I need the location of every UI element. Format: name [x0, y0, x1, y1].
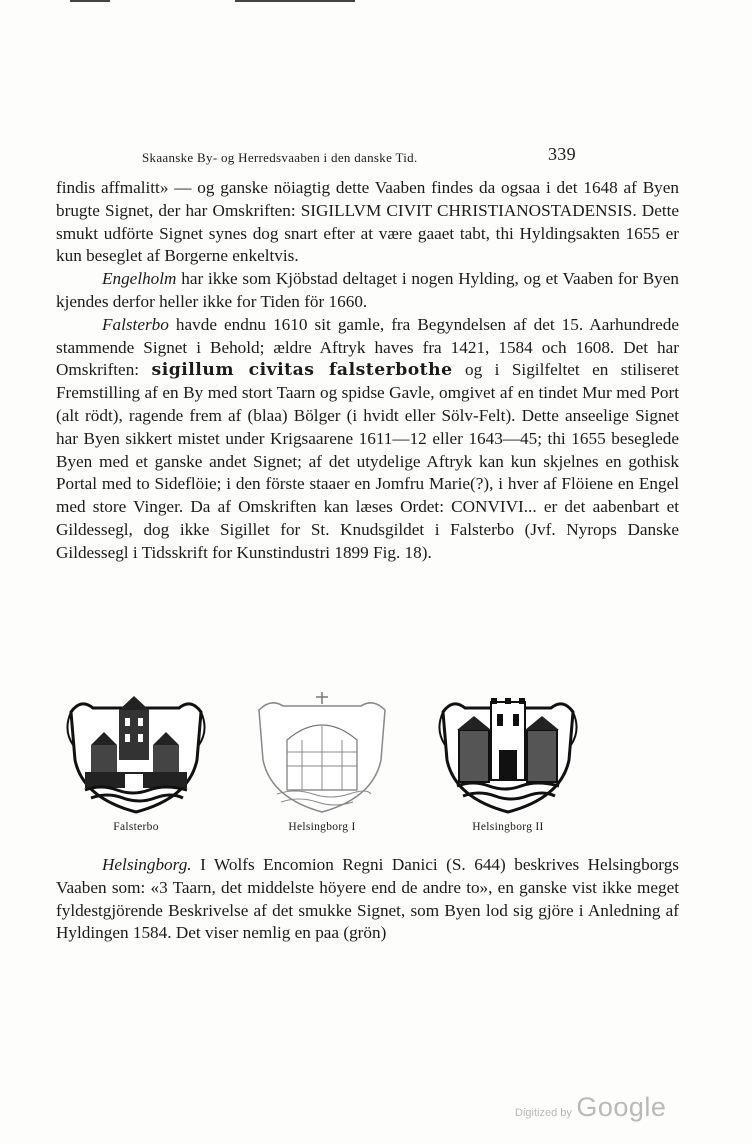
figure-helsingborg-2	[428, 690, 588, 833]
figure-caption: Falsterbo	[113, 821, 159, 833]
paragraph	[56, 268, 679, 314]
helsingborg-1-seal-image	[247, 690, 397, 815]
text-run: har ikke som Kjöbstad deltaget i nogen Hylding, og et Vaaben for Byen kjendes derfor heller ikke for Tiden för 1660.	[56, 269, 679, 311]
page-number: 339	[548, 144, 576, 164]
digitized-watermark	[515, 1092, 666, 1123]
watermark-prefix: Digitized by	[515, 1107, 572, 1119]
falsterbo-seal-image	[61, 690, 211, 815]
text-run: havde endnu 1610 sit gamle, fra Begyndelsen af det 15. Aarhundrede stammende Signet i Behold; ældre Aftryk haves fra 1421, 1584 och 1608. Det har Omskriften:	[56, 314, 679, 380]
figure-falsterbo	[56, 690, 216, 833]
header-title: Skaanske By- og Herredsvaaben i den danske Tid.	[142, 150, 418, 165]
italic-name: Engelholm	[102, 269, 177, 289]
paragraph	[56, 177, 679, 268]
helsingborg-2-seal-image	[433, 690, 583, 815]
body-text-bottom	[56, 854, 679, 945]
italic-name: Falsterbo	[102, 314, 169, 334]
scan-edge-mark	[235, 0, 355, 2]
coat-of-arms-figures	[56, 690, 686, 850]
figure-caption: Helsingborg I	[288, 821, 356, 833]
paragraph	[56, 854, 679, 945]
gothic-inscription: sigillum civitas falsterbothe	[151, 360, 453, 381]
body-text-top	[56, 177, 679, 565]
scan-edge-mark	[70, 0, 110, 2]
figure-caption: Helsingborg II	[472, 821, 544, 833]
text-run: og i Sigilfeltet en stiliseret Fremstilling af en By med stort Taarn og spidse Gavle, omgivet af en tindet Mur med Port (alt rödt), ragende frem af (blaa) Bölger (i hvidt eller Sölv-Felt). Dette anseelige Signet har Byen sikkert mistet under Krigsaarene 1611—12 eller 1643—45; thi 1655 beseglede Byen med et ganske andet Signet; af det utydelige Aftryk kan kun skjelnes en gothisk Portal med to Sideflöie; i den förste staaer en Jomfru Marie(?), i hver af Flöiene en Engel med store Vinger. Da af Omskriften kan læses Ordet: CONVIVI... er det aabenbart et Gildessegl, dog ikke Sigillet for St. Knudsgildet i Falsterbo (Jvf. Nyrops Danske Gildessegl i Tidsskrift for Kunstindustri 1899 Fig. 18).	[56, 360, 679, 562]
text-run: findis affmalitt» — og ganske nöiagtig dette Vaaben findes da ogsaa i det 1648 af Byen brugte Signet, der har Omskriften: SIGILLVM CIVIT CHRISTIANOSTADENSIS. Dette smukt udförte Signet synes dog snart efter at være gaaet tabt, thi Hyldingsakten 1655 er kun beseglet af Borgerne enkeltvis.	[56, 178, 679, 266]
paragraph	[56, 314, 679, 565]
figure-helsingborg-1	[242, 690, 402, 833]
italic-name: Helsingborg.	[102, 855, 192, 874]
google-logo-text: Google	[576, 1092, 667, 1122]
text-run: I Wolfs Encomion Regni Danici (S. 644) beskrives Helsingborgs Vaaben som: «3 Taarn, det middelste höyere end de andre to», en ganske vist ikke meget fyldestgjörende Beskrivelse af det smukke Signet, som Byen lod sig gjöre i Anledning af Hyldingen 1584. Det viser nemlig en paa (grön)	[56, 855, 679, 943]
